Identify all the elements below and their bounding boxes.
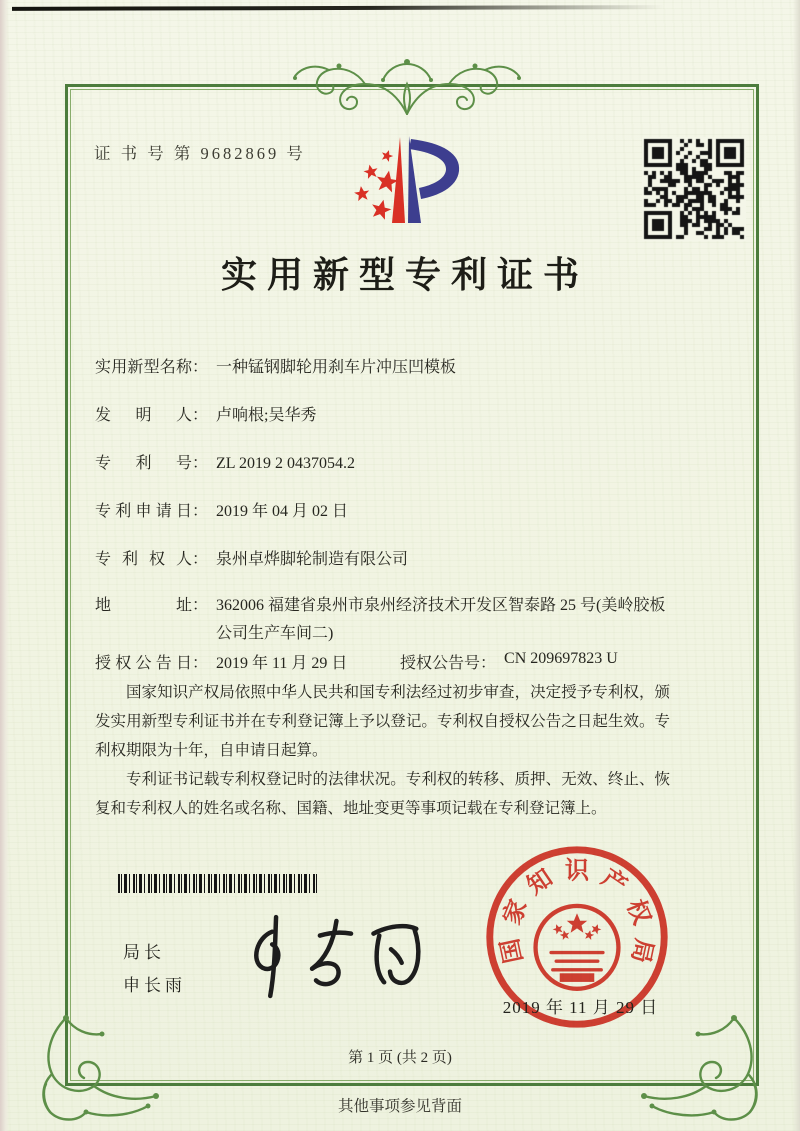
- seal-char: 识: [564, 857, 590, 885]
- field-label: 实用新型名称: [95, 359, 192, 376]
- field-value: 2019 年 04 月 02 日: [216, 503, 349, 520]
- grant-number-label: 授权公告号: [400, 655, 481, 672]
- field-colon: ：: [192, 503, 209, 520]
- field-value: 卢响根;吴华秀: [216, 407, 317, 424]
- seal-char: 权: [621, 895, 656, 929]
- legal-paragraph-2: 专利证书记载专利权登记时的法律状况。专利权的转移、质押、无效、终止、恢复和专利权人的姓名或名称、国籍、地址变更等事项记载在专利登记簿上。: [95, 771, 670, 817]
- seal-char: 知: [522, 864, 558, 901]
- legal-paragraph-1: 国家知识产权局依照中华人民共和国专利法经过初步审查，决定授予专利权，颁发实用新型专利证书并在专利登记簿上予以登记。专利权自授权公告之日起生效。专利权期限为十年，自申请日起算。: [95, 684, 670, 759]
- grant-number-value: CN 209697823 U: [504, 650, 618, 667]
- field-colon: ：: [192, 551, 209, 568]
- field-colon: ：: [480, 655, 497, 672]
- qr-code: [642, 137, 746, 241]
- field-value: 362006 福建省泉州市泉州经济技术开发区智泰路 25 号(美岭胶板公司生产车间二): [216, 597, 666, 642]
- commissioner-name: 申长雨: [123, 976, 186, 995]
- cnipa-logo-icon: [335, 130, 471, 228]
- seal-date: 2019 年 11 月 29 日: [502, 998, 659, 1017]
- barcode: [118, 874, 318, 893]
- field-label: 专利申请日: [95, 503, 192, 520]
- field-colon: ：: [192, 655, 209, 672]
- seal-char: 国: [496, 936, 528, 966]
- field-label: 专利权人: [95, 551, 192, 568]
- page-number-info: 第 1 页 (共 2 页): [348, 1050, 452, 1066]
- grant-number-group: [400, 650, 618, 673]
- scan-artifact-left-edge: [0, 0, 9, 1131]
- back-side-note: 其他事项参见背面: [337, 1098, 462, 1115]
- scan-artifact-right-edge: [793, 0, 800, 1131]
- seal-char: 产: [596, 864, 632, 901]
- field-colon: ：: [192, 407, 209, 424]
- field-value: ZL 2019 2 0437054.2: [216, 455, 355, 472]
- grant-date-value: 2019 年 11 月 29 日: [216, 655, 348, 672]
- seal-char: 局: [626, 936, 658, 966]
- grant-date-label: 授权公告日: [95, 655, 192, 672]
- field-label: 地址: [95, 597, 192, 614]
- field-row-address: [95, 592, 670, 648]
- field-row-filing-date: [95, 498, 670, 526]
- field-label: 专利号: [95, 455, 192, 472]
- commissioner-title: 局长: [123, 943, 165, 962]
- field-row-utility-model-name: [95, 354, 670, 382]
- field-colon: ：: [192, 359, 209, 376]
- commissioner-signature: [242, 912, 427, 1002]
- certificate-title: 实用新型专利证书: [220, 255, 589, 295]
- field-row-grant: [95, 650, 670, 678]
- field-value: 一种锰钢脚轮用刹车片冲压凹模板: [216, 359, 457, 376]
- certificate-number: 证 书 号 第 9682869 号: [94, 144, 306, 163]
- seal-char: 家: [498, 895, 533, 929]
- field-label: 发明人: [95, 407, 192, 424]
- field-row-inventors: [95, 402, 670, 430]
- field-row-patentee: [95, 546, 670, 574]
- field-row-patent-number: [95, 450, 670, 478]
- legal-text: [95, 678, 670, 823]
- field-colon: ：: [192, 597, 209, 614]
- field-colon: ：: [192, 455, 209, 472]
- field-value: 泉州卓烨脚轮制造有限公司: [216, 551, 409, 568]
- seal-national-emblem-icon: [536, 906, 619, 989]
- scan-artifact-top-line: [12, 5, 664, 11]
